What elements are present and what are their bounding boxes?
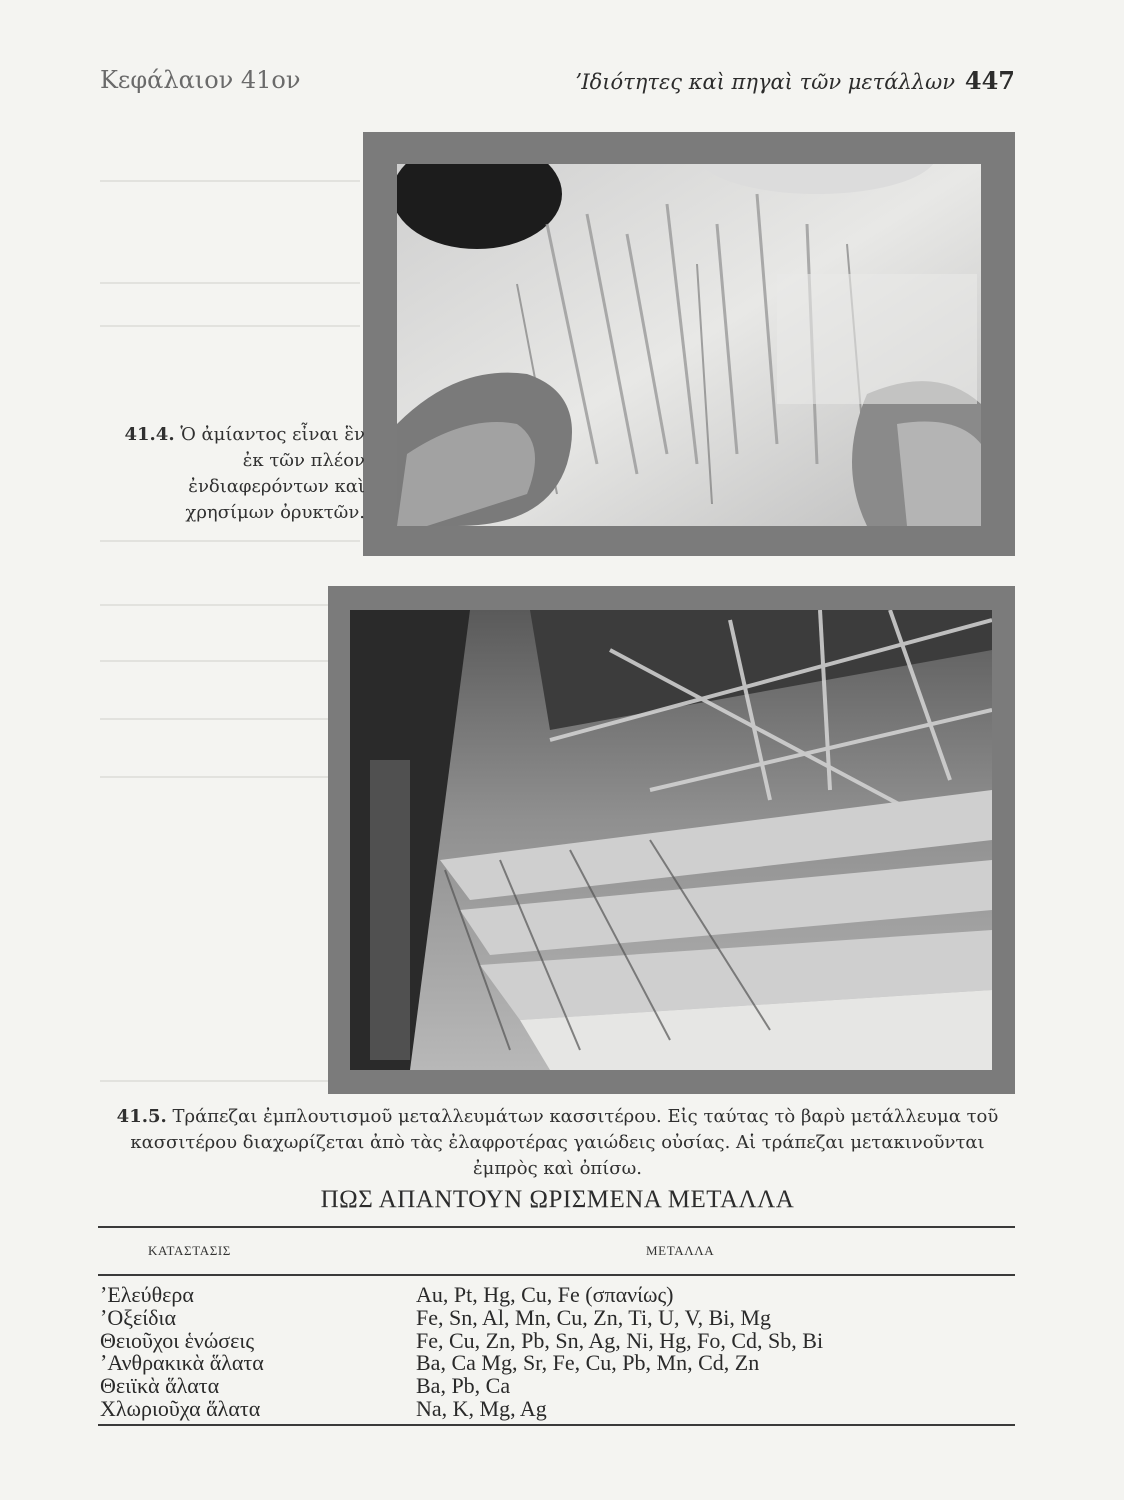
- metals-cell: Fe, Sn, Al, Mn, Cu, Zn, Ti, U, V, Bi, Mg: [416, 1304, 771, 1330]
- state-cell: ʼΕλεύθερα: [100, 1282, 194, 1307]
- figure-number: 41.5.: [116, 1106, 167, 1127]
- figure-caption-text: Ὁ ἀμίαντος εἶναι ἓν ἐκ τῶν πλέον ἐνδιαφερόντων καὶ χρησίμων ὀρυκτῶν.: [180, 424, 365, 523]
- figure-number: 41.4.: [124, 424, 175, 445]
- metals-cell: Au, Pt, Hg, Cu, Fe (σπανίως): [416, 1282, 674, 1307]
- figure-caption-text: Τράπεζαι ἐμπλουτισμοῦ μεταλλευμάτων κασσιτέρου. Εἰς ταύτας τὸ βαρὺ μετάλλευμα τοῦ κασσιτέρου διαχωρίζεται ἀπὸ τὰς ἐλαφροτέρας γαιώδεις οὐσίας. Αἱ τράπεζαι μετακινοῦνται ἐμπρὸς καὶ ὀπίσω.: [130, 1106, 999, 1179]
- metals-table: [100, 1284, 1015, 1421]
- table-row: [100, 1327, 1015, 1353]
- chapter-heading: Κεφάλαιον 41ον: [100, 66, 301, 94]
- column-header-metals: ΜΕΤΑΛΛΑ: [646, 1243, 715, 1258]
- figure-41-5-caption: [100, 1104, 1015, 1182]
- metals-cell: Fe, Cu, Zn, Pb, Sn, Ag, Ni, Hg, Fo, Cd, Sb, Bi: [416, 1327, 824, 1353]
- figure-41-5-photo: [328, 586, 1015, 1094]
- state-cell: Χλωριοῦχα ἅλατα: [100, 1395, 261, 1421]
- table-row: [100, 1375, 1015, 1398]
- table-bottom-rule: [98, 1424, 1015, 1426]
- metals-cell: Na, K, Mg, Ag: [416, 1395, 547, 1421]
- page-header: [100, 66, 1015, 102]
- state-cell: Θειοῦχοι ἑνώσεις: [100, 1327, 255, 1353]
- table-header-rule: [98, 1274, 1015, 1276]
- state-cell: Θειϊκὰ ἅλατα: [100, 1373, 220, 1399]
- figure-41-4-caption: [100, 422, 365, 526]
- metals-cell: Ba, Ca Mg, Sr, Fe, Cu, Pb, Mn, Cd, Zn: [416, 1350, 760, 1376]
- figure-41-4-photo: [363, 132, 1015, 556]
- page-number: 447: [964, 66, 1015, 95]
- table-row: [100, 1304, 1015, 1330]
- table-row: [100, 1352, 1015, 1375]
- state-cell: ʼΑνθρακικὰ ἅλατα: [100, 1350, 264, 1376]
- asbestos-photo-image: [397, 164, 981, 526]
- column-header-state: ΚΑΤΑΣΤΑΣΙΣ: [148, 1243, 231, 1258]
- table-row: [100, 1395, 1015, 1421]
- state-cell: ʼΟξείδια: [100, 1304, 176, 1330]
- table-top-rule: [98, 1226, 1015, 1228]
- table-title: ΠΩΣ ΑΠΑΝΤΟΥΝ ΩΡΙΣΜΕΝΑ ΜΕΤΑΛΛΑ: [320, 1186, 795, 1213]
- metals-cell: Ba, Pb, Ca: [416, 1373, 511, 1399]
- table-row: [100, 1284, 1015, 1307]
- running-title: ʼΙδιότητες καὶ πηγαὶ τῶν μετάλλων: [574, 70, 955, 94]
- tin-tables-photo-image: [350, 610, 992, 1070]
